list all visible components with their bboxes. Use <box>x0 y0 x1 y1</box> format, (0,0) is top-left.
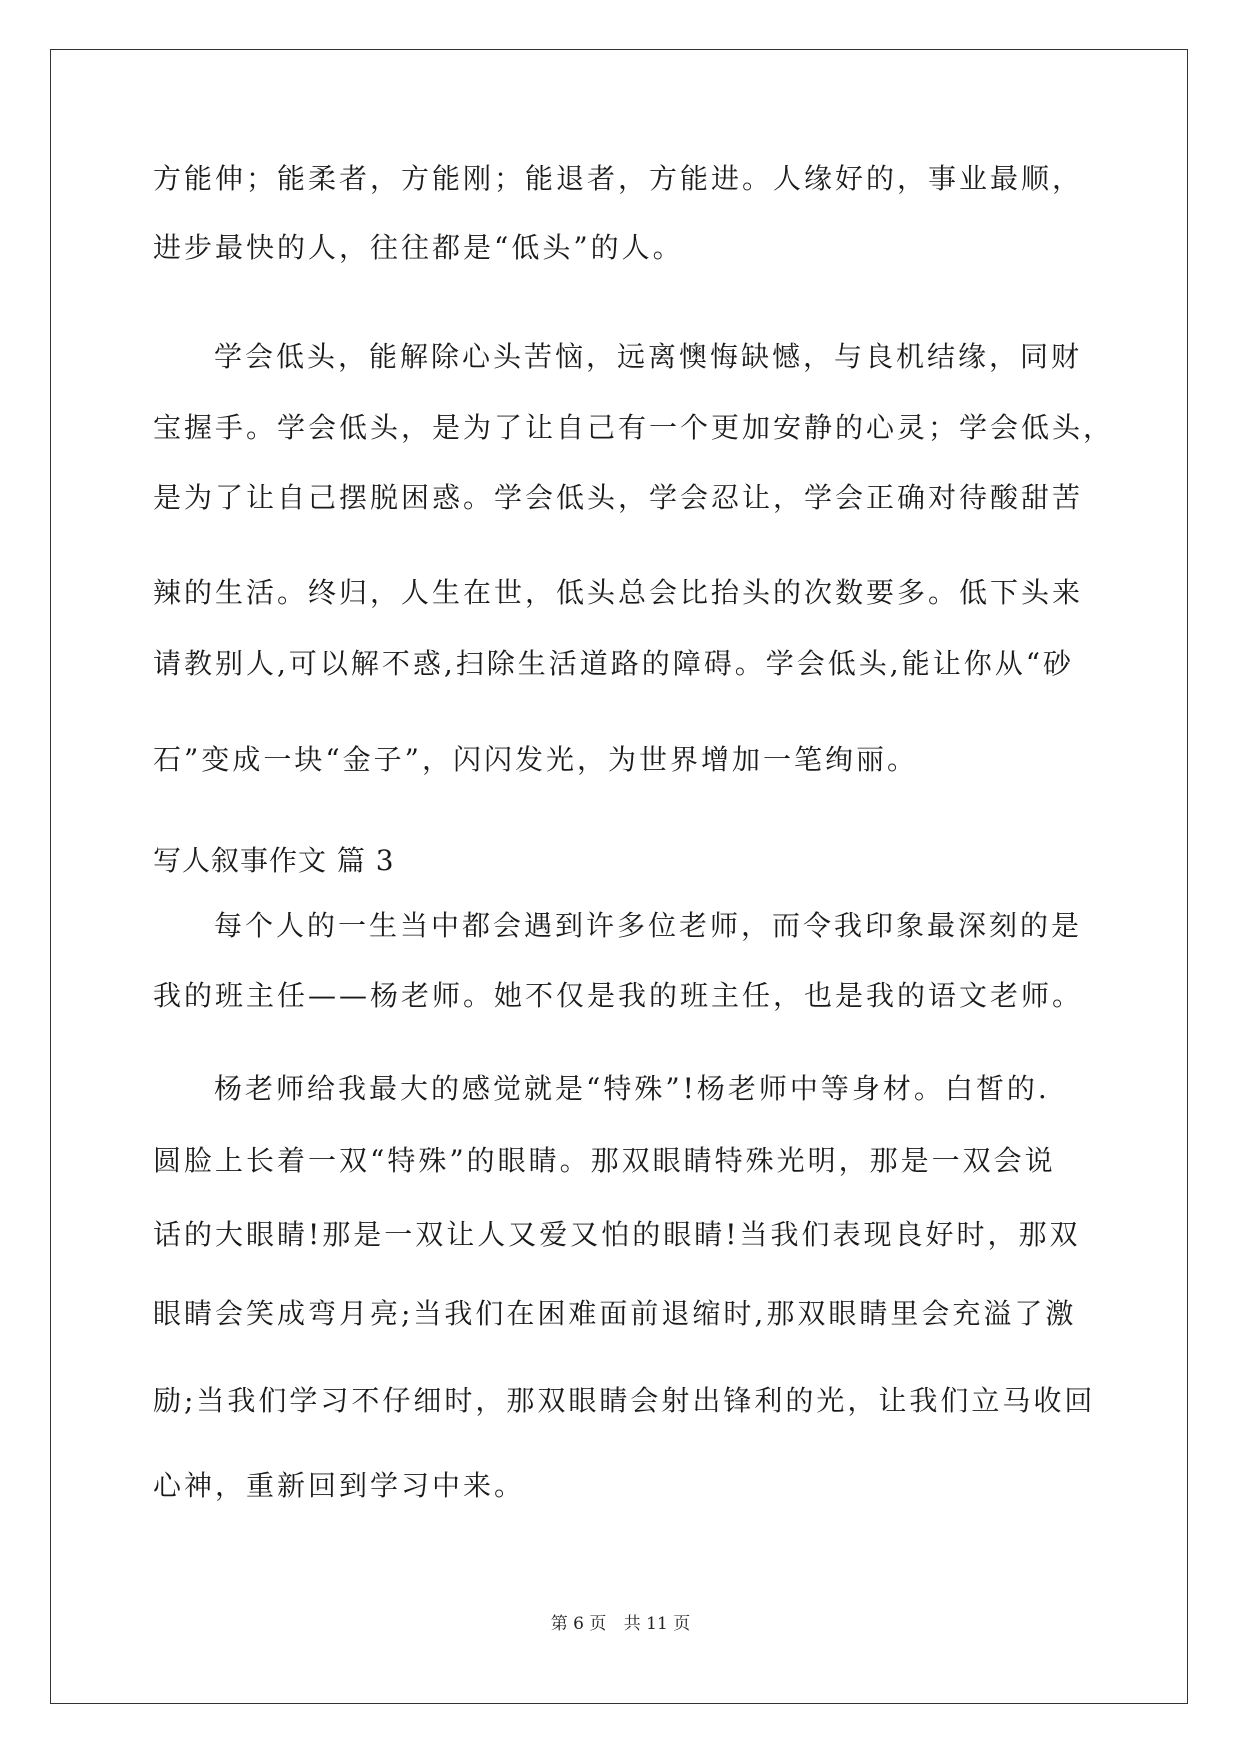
text-line: 学会低头，能解除心头苦恼，远离懊悔缺憾，与良机结缘，同财 <box>214 340 1083 373</box>
text-line: 进步最快的人，往往都是“低头”的人。 <box>153 231 684 264</box>
text-line: 每个人的一生当中都会遇到许多位老师，而令我印象最深刻的是 <box>214 909 1083 942</box>
text-line: 宝握手。学会低头，是为了让自己有一个更加安静的心灵；学会低头， <box>153 411 1115 444</box>
page-number: 第 6 页 <box>550 1614 607 1634</box>
text-line: 方能伸；能柔者，方能刚；能退者，方能进。人缘好的，事业最顺， <box>153 162 1084 195</box>
text-line: 请教别人,可以解不惑,扫除生活道路的障碍。学会低头,能让你从“砂 <box>153 647 1075 680</box>
text-line: 眼睛会笑成弯月亮;当我们在困难面前退缩时,那双眼睛里会充溢了激 <box>153 1297 1077 1330</box>
text-line: 励;当我们学习不仔细时，那双眼睛会射出锋利的光，让我们立马收回 <box>153 1384 1096 1417</box>
text-line: 圆脸上长着一双“特殊”的眼睛。那双眼睛特殊光明，那是一双会说 <box>153 1144 1056 1177</box>
section-heading: 写人叙事作文 篇 3 <box>153 844 395 877</box>
page-footer <box>0 1613 1241 1635</box>
text-line: 石”变成一块“金子”，闪闪发光，为世界增加一笔绚丽。 <box>153 743 918 776</box>
text-line: 是为了让自己摆脱困惑。学会低头，学会忍让，学会正确对待酸甜苦 <box>153 481 1084 514</box>
text-line: 杨老师给我最大的感觉就是“特殊”!杨老师中等身材。白皙的. <box>214 1072 1050 1105</box>
text-line: 心神，重新回到学习中来。 <box>153 1469 526 1502</box>
text-line: 辣的生活。终归，人生在世，低头总会比抬头的次数要多。低下头来 <box>153 576 1084 609</box>
total-pages: 共 11 页 <box>623 1614 691 1634</box>
text-line: 我的班主任——杨老师。她不仅是我的班主任，也是我的语文老师。 <box>153 979 1084 1012</box>
text-line: 话的大眼睛!那是一双让人又爱又怕的眼睛!当我们表现良好时，那双 <box>153 1218 1081 1251</box>
